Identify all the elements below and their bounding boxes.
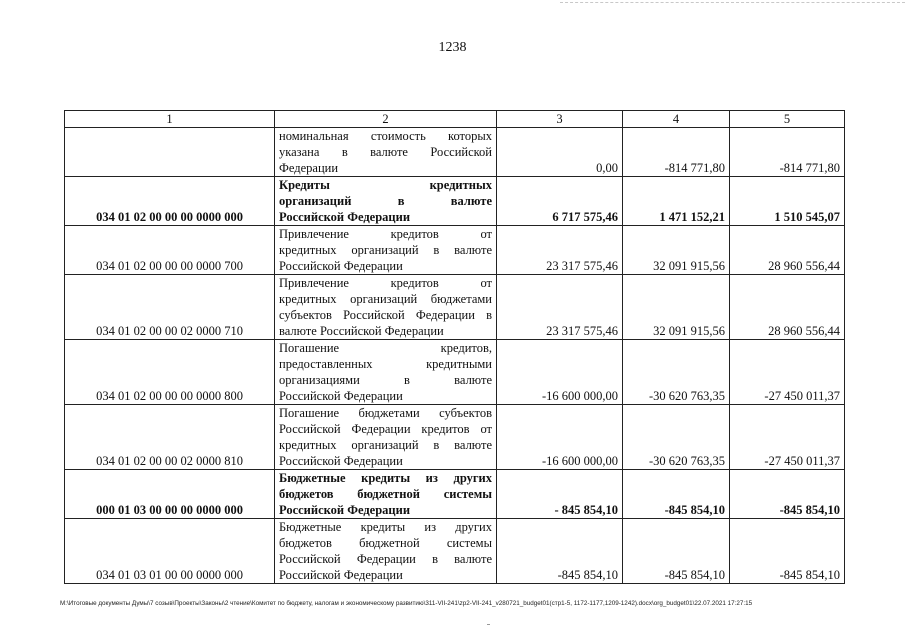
amount-col-3: - 845 854,10	[497, 470, 623, 519]
column-header-2: 2	[275, 111, 497, 128]
amount-col-5: -27 450 011,37	[730, 405, 845, 470]
table-row	[65, 340, 845, 405]
amount-col-4: -814 771,80	[623, 128, 730, 177]
amount-col-4: -845 854,10	[623, 519, 730, 584]
description-last-line: валюте Российской Федерации	[279, 324, 444, 338]
row-description	[275, 519, 497, 584]
amount-col-4: -30 620 763,35	[623, 405, 730, 470]
description-line: бюджетов бюджетной системы	[279, 487, 492, 501]
description-line: Привлечение кредитов от	[279, 276, 492, 290]
amount-col-5: -845 854,10	[730, 519, 845, 584]
scan-artifact	[487, 624, 490, 625]
description-line: Бюджетные кредиты из других	[279, 471, 492, 485]
column-header-1: 1	[65, 111, 275, 128]
budget-code: 034 01 02 00 00 00 0000 800	[65, 340, 275, 405]
budget-code: 034 01 02 00 00 02 0000 810	[65, 405, 275, 470]
amount-col-4: -30 620 763,35	[623, 340, 730, 405]
description-line: Российской Федерации в валюте	[279, 552, 492, 566]
description-line: Привлечение кредитов от	[279, 227, 492, 241]
table-row	[65, 519, 845, 584]
description-line: предоставленных кредитными	[279, 357, 492, 371]
amount-col-3: -16 600 000,00	[497, 405, 623, 470]
description-line: Кредиты кредитных	[279, 178, 492, 192]
description-last-line: Российской Федерации	[279, 454, 403, 468]
budget-code: 034 01 02 00 00 00 0000 700	[65, 226, 275, 275]
amount-col-4: -845 854,10	[623, 470, 730, 519]
column-header-4: 4	[623, 111, 730, 128]
description-last-line: Российской Федерации	[279, 210, 411, 224]
row-description	[275, 405, 497, 470]
amount-col-4: 32 091 915,56	[623, 226, 730, 275]
budget-sources-table	[64, 110, 845, 584]
description-line: организаций в валюте	[279, 194, 492, 208]
amount-col-3: 0,00	[497, 128, 623, 177]
budget-code: 034 01 02 00 00 00 0000 000	[65, 177, 275, 226]
description-last-line: Федерации	[279, 161, 339, 175]
row-description	[275, 177, 497, 226]
amount-col-5: 28 960 556,44	[730, 275, 845, 340]
description-last-line: Российской Федерации	[279, 568, 403, 582]
amount-col-4: 1 471 152,21	[623, 177, 730, 226]
amount-col-3: 6 717 575,46	[497, 177, 623, 226]
table-row	[65, 405, 845, 470]
description-last-line: Российской Федерации	[279, 503, 411, 517]
amount-col-4: 32 091 915,56	[623, 275, 730, 340]
description-line: Бюджетные кредиты из других	[279, 520, 492, 534]
description-line: кредитных организаций в валюте	[279, 243, 492, 257]
column-header-5: 5	[730, 111, 845, 128]
amount-col-3: -845 854,10	[497, 519, 623, 584]
amount-col-5: -814 771,80	[730, 128, 845, 177]
table-row	[65, 275, 845, 340]
description-line: бюджетов бюджетной системы	[279, 536, 492, 550]
amount-col-3: -16 600 000,00	[497, 340, 623, 405]
description-line: организациями в валюте	[279, 373, 492, 387]
description-line: указана в валюте Российской	[279, 145, 492, 159]
amount-col-3: 23 317 575,46	[497, 226, 623, 275]
amount-col-5: -845 854,10	[730, 470, 845, 519]
description-last-line: Российской Федерации	[279, 259, 403, 273]
description-line: Российской Федерации кредитов от	[279, 422, 492, 436]
column-header-3: 3	[497, 111, 623, 128]
description-line: номинальная стоимость которых	[279, 129, 492, 143]
budget-code: 000 01 03 00 00 00 0000 000	[65, 470, 275, 519]
table-row	[65, 128, 845, 177]
budget-code: 034 01 02 00 00 02 0000 710	[65, 275, 275, 340]
description-line: субъектов Российской Федерации в	[279, 308, 492, 322]
row-description	[275, 470, 497, 519]
description-line: кредитных организаций в валюте	[279, 438, 492, 452]
description-last-line: Российской Федерации	[279, 389, 403, 403]
description-line: Погашение бюджетами субъектов	[279, 406, 492, 420]
amount-col-3: 23 317 575,46	[497, 275, 623, 340]
table-header-row	[65, 111, 845, 128]
description-line: Погашение кредитов,	[279, 341, 492, 355]
row-description	[275, 275, 497, 340]
budget-code: 034 01 03 01 00 00 0000 000	[65, 519, 275, 584]
page-number: 1238	[438, 40, 467, 55]
table-row	[65, 470, 845, 519]
table-row	[65, 226, 845, 275]
top-dashed-rule	[560, 2, 905, 3]
amount-col-5: 1 510 545,07	[730, 177, 845, 226]
description-line: кредитных организаций бюджетами	[279, 292, 492, 306]
amount-col-5: 28 960 556,44	[730, 226, 845, 275]
document-file-path-footer: M:\Итоговые документы Думы\7 созыв\Проекты\Законы\2 чтение\Комитет по бюджету, налогам и экономическому развитию\311-VII-241\zp2-VII-241_v280721_budget01(стр1-5, 1172-1177,1209-1242).docx\org_budget01\22.07.2021 17:27:15	[60, 600, 753, 607]
table-row	[65, 177, 845, 226]
amount-col-5: -27 450 011,37	[730, 340, 845, 405]
row-description	[275, 226, 497, 275]
row-description	[275, 340, 497, 405]
row-description	[275, 128, 497, 177]
budget-code	[65, 128, 275, 177]
